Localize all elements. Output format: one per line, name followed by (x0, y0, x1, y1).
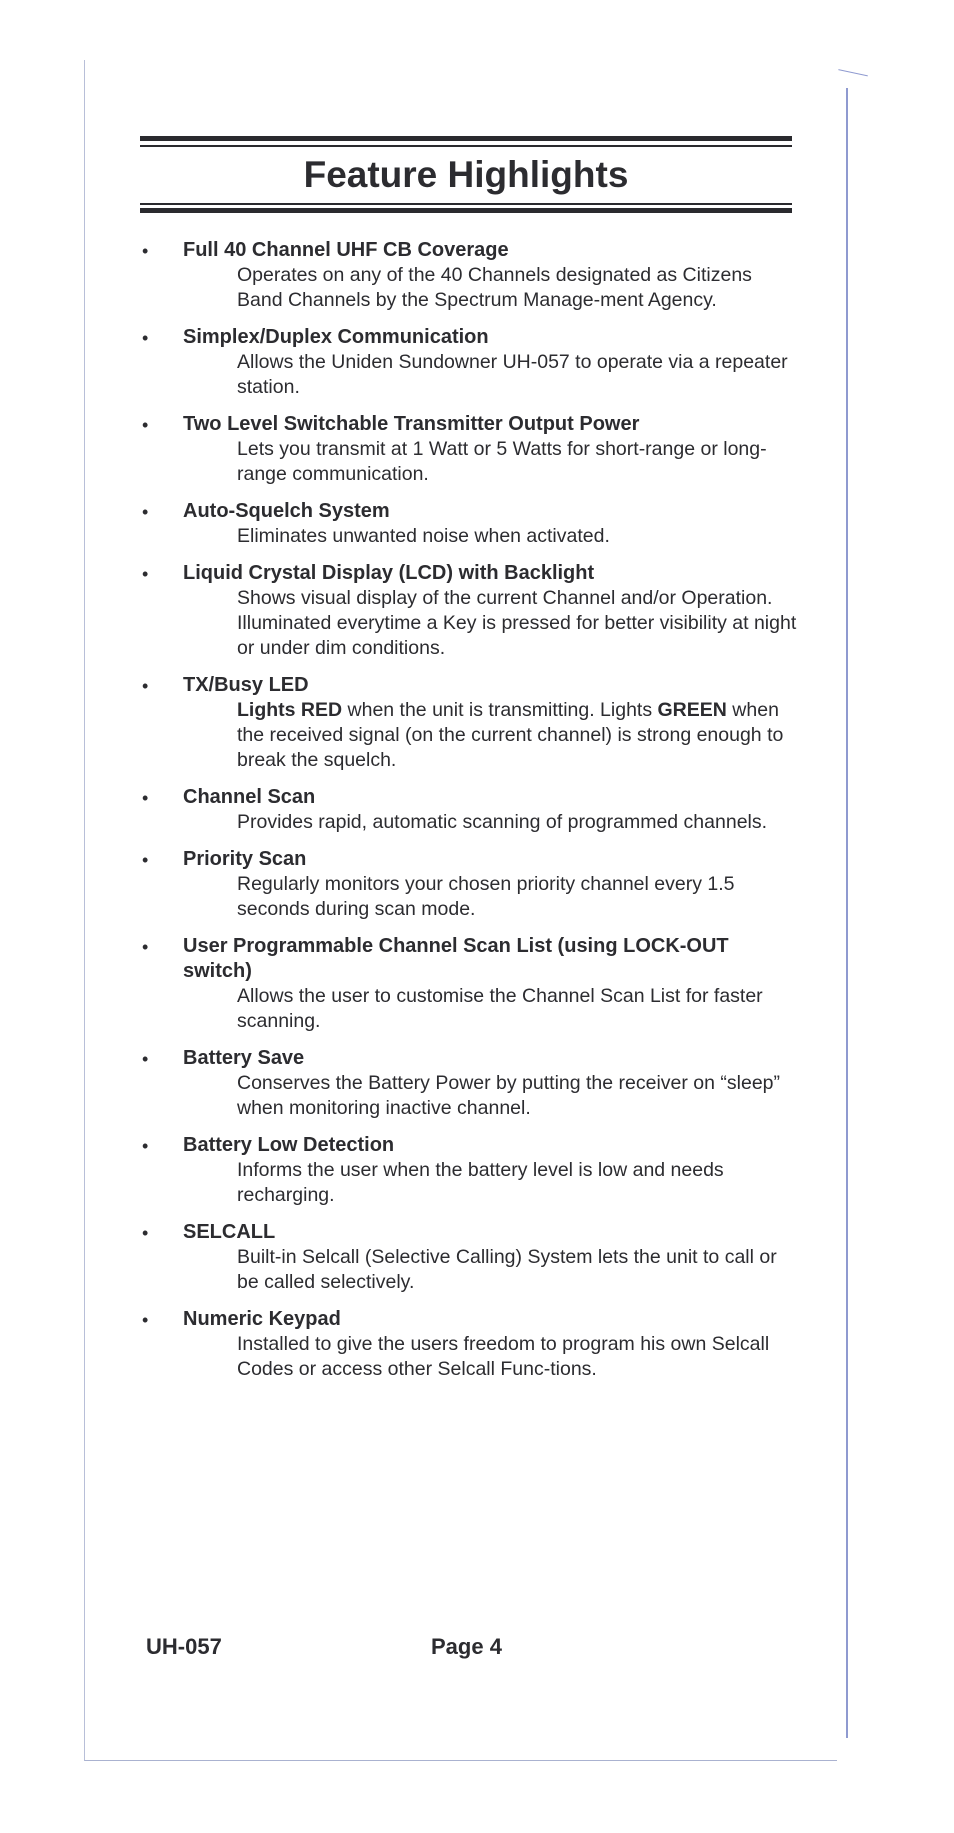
bullet-icon: • (142, 937, 149, 957)
feature-title: Battery Save (183, 1047, 305, 1069)
bullet-icon: • (142, 1136, 149, 1156)
feature-title: User Programmable Channel Scan List (using LOCK-OUT switch) (183, 935, 729, 982)
description-text: when the received signal (on the current channel) is strong enough to break the squelch. (237, 699, 784, 771)
margin-rule (846, 88, 848, 1738)
title-rule-top-thick (140, 136, 792, 141)
feature-item (140, 1046, 800, 1121)
feature-title: Liquid Crystal Display (LCD) with Backlight (183, 562, 595, 584)
bullet-icon: • (142, 676, 149, 696)
bullet-icon: • (142, 1310, 149, 1330)
feature-item (140, 238, 800, 313)
feature-item (140, 673, 800, 773)
feature-title: Channel Scan (183, 786, 316, 808)
feature-description: Provides rapid, automatic scanning of programmed channels. (237, 811, 768, 833)
page-title: Feature Highlights (303, 154, 629, 195)
feature-title: TX/Busy LED (183, 674, 309, 696)
feature-description: Eliminates unwanted noise when activated. (237, 525, 610, 547)
feature-list (140, 238, 800, 1394)
footer-model: UH-057 (146, 1634, 222, 1659)
feature-item (140, 412, 800, 487)
corner-mark (834, 69, 868, 96)
bullet-icon: • (142, 415, 149, 435)
emphasis-text: Lights RED (237, 699, 343, 721)
feature-description: Lets you transmit at 1 Watt or 5 Watts for short-range or long-range communication. (237, 438, 767, 485)
bullet-icon: • (142, 850, 149, 870)
feature-item (140, 1133, 800, 1208)
feature-item (140, 785, 800, 835)
bullet-icon: • (142, 241, 149, 261)
bullet-icon: • (142, 328, 149, 348)
feature-item (140, 561, 800, 661)
bullet-icon: • (142, 564, 149, 584)
bullet-icon: • (142, 788, 149, 808)
feature-item (140, 1220, 800, 1295)
feature-item (140, 934, 800, 1034)
feature-description: Built-in Selcall (Selective Calling) System lets the unit to call or be called selectively. (237, 1246, 777, 1293)
feature-description: Allows the user to customise the Channel Scan List for faster scanning. (237, 985, 763, 1032)
title-rule-bottom-thick (140, 208, 792, 213)
emphasis-text: GREEN (657, 699, 727, 721)
feature-description (237, 698, 800, 773)
feature-title: Battery Low Detection (183, 1134, 395, 1156)
feature-item (140, 499, 800, 549)
feature-title: Numeric Keypad (183, 1308, 341, 1330)
feature-title: Auto-Squelch System (183, 500, 390, 522)
feature-title: Simplex/Duplex Communication (183, 326, 489, 348)
feature-title: SELCALL (183, 1221, 276, 1243)
bullet-icon: • (142, 1049, 149, 1069)
feature-description: Shows visual display of the current Channel and/or Operation. Illuminated everytime a Key is pressed for better visibility at night or under dim conditions. (237, 587, 797, 659)
feature-item (140, 325, 800, 400)
feature-item (140, 1307, 800, 1382)
title-rule-bottom-thin (140, 203, 792, 205)
page-number: Page 4 (431, 1634, 502, 1659)
feature-title: Two Level Switchable Transmitter Output Power (183, 413, 640, 435)
feature-description: Regularly monitors your chosen priority channel every 1.5 seconds during scan mode. (237, 873, 735, 920)
feature-description: Installed to give the users freedom to program his own Selcall Codes or access other Selcall Func-tions. (237, 1333, 770, 1380)
feature-item (140, 847, 800, 922)
feature-description: Allows the Uniden Sundowner UH-057 to operate via a repeater station. (237, 351, 788, 398)
feature-description: Informs the user when the battery level is low and needs recharging. (237, 1159, 724, 1206)
bullet-icon: • (142, 1223, 149, 1243)
feature-title: Full 40 Channel UHF CB Coverage (183, 239, 509, 261)
feature-description: Operates on any of the 40 Channels designated as Citizens Band Channels by the Spectrum Manage-ment Agency. (237, 264, 752, 311)
description-text: when the unit is transmitting. Lights (342, 699, 658, 721)
title-rule-top-thin (140, 145, 792, 147)
bullet-icon: • (142, 502, 149, 522)
feature-description: Conserves the Battery Power by putting the receiver on “sleep” when monitoring inactive channel. (237, 1072, 781, 1119)
feature-title: Priority Scan (183, 848, 307, 870)
